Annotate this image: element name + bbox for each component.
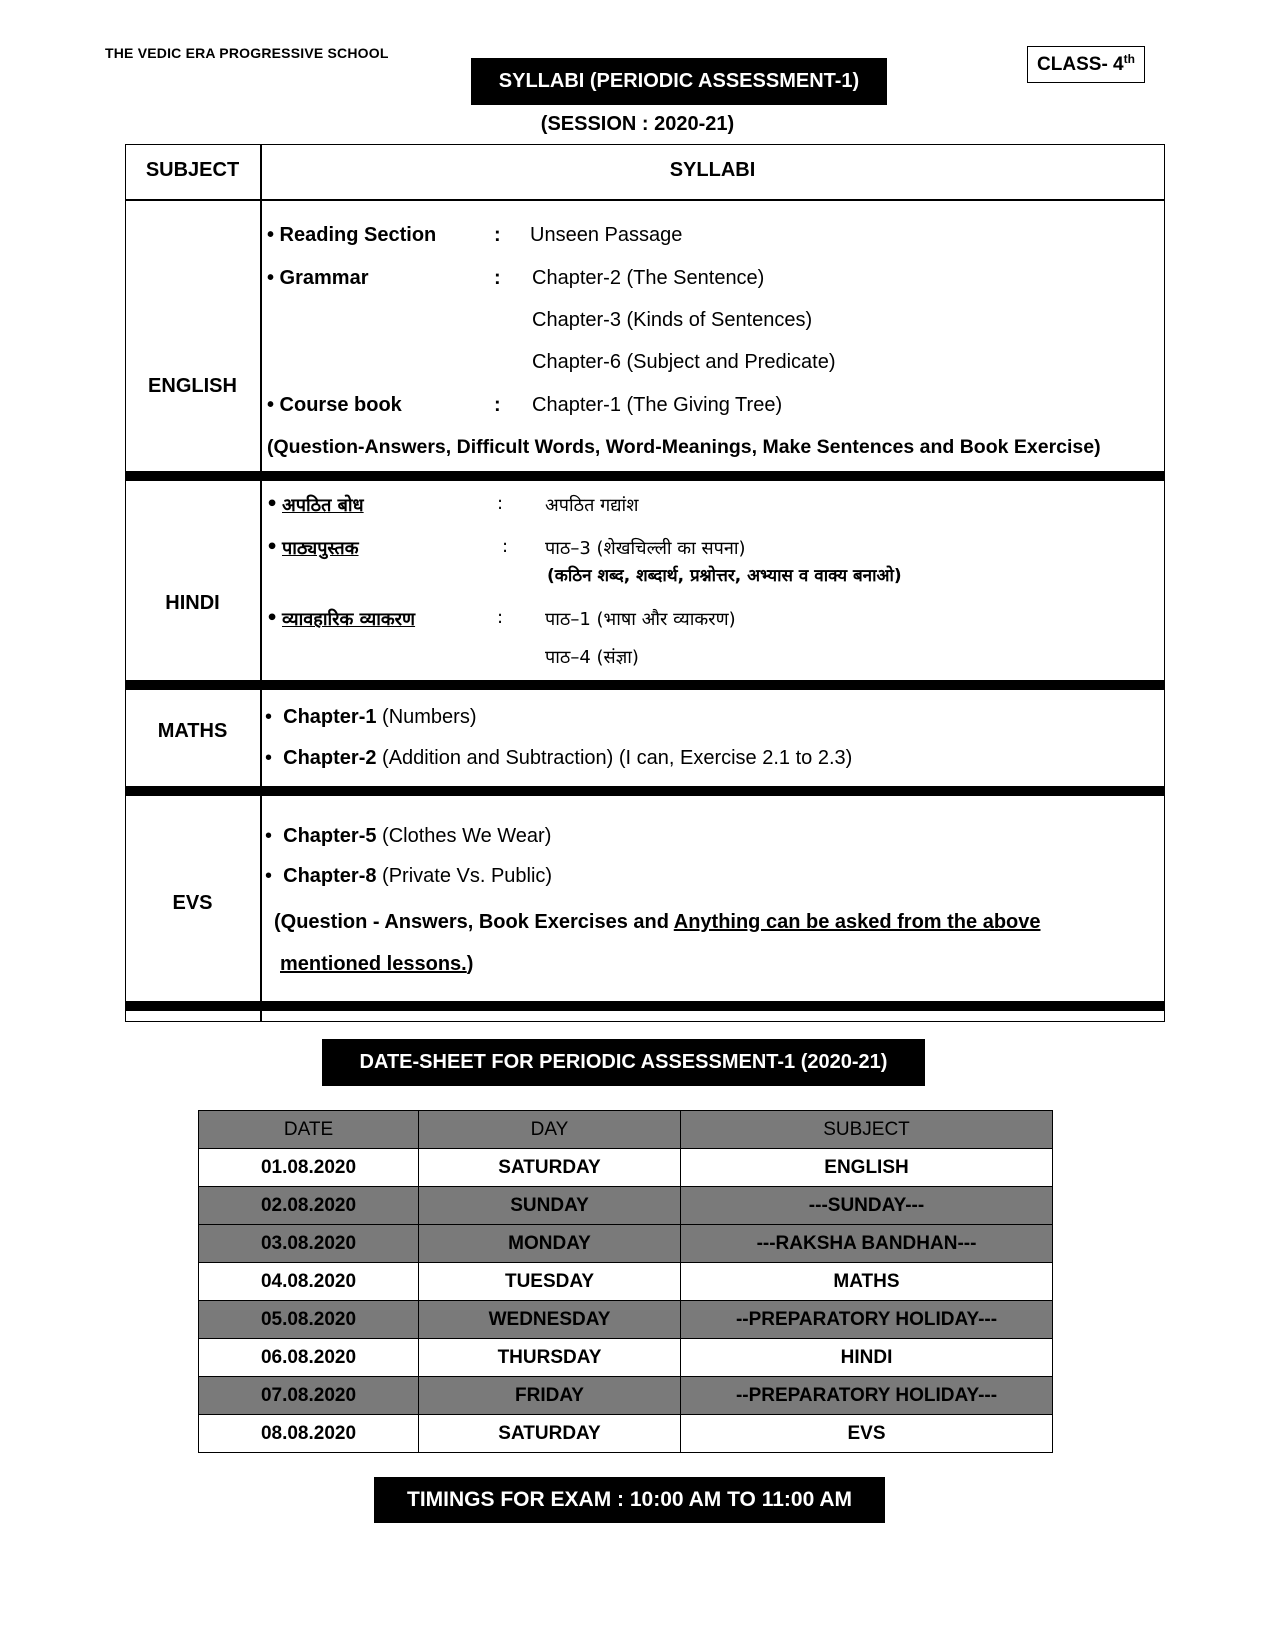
hindi-bullet: • <box>266 536 279 558</box>
maths-item: • Chapter-1 (Numbers) <box>265 706 477 728</box>
day-cell: FRIDAY <box>419 1377 681 1415</box>
grammar-label: • Grammar <box>267 267 369 289</box>
section-rule <box>125 786 1165 796</box>
hindi-item3-label: व्यावहारिक व्याकरण <box>282 609 416 630</box>
evs-chapter: Chapter-5 <box>283 825 377 847</box>
table-row <box>199 1377 1053 1415</box>
subject-cell: ---SUNDAY--- <box>681 1187 1053 1225</box>
hindi-item2-note: (कठिन शब्द, शब्दार्थ, प्रश्नोत्तर, अभ्यास व वाक्य बनाओ) <box>547 566 902 586</box>
header-date: DATE <box>199 1111 419 1149</box>
evs-note-text: (Question - Answers, Book Exercises and <box>274 911 674 933</box>
syllabi-title: SYLLABI (PERIODIC ASSESSMENT-1) <box>471 58 887 105</box>
grammar-value: Chapter-6 (Subject and Predicate) <box>532 351 836 373</box>
table-header-row <box>199 1111 1053 1149</box>
hindi-item2-label: पाठ्यपुस्तक <box>282 538 359 559</box>
maths-item: • Chapter-2 (Addition and Subtraction) (I can, Exercise 2.1 to 2.3) <box>265 747 853 769</box>
table-row <box>199 1263 1053 1301</box>
coursebook-label: • Course book <box>267 394 402 416</box>
subject-cell: MATHS <box>681 1263 1053 1301</box>
hindi-bullet: • <box>266 607 279 629</box>
day-cell: THURSDAY <box>419 1339 681 1377</box>
class-label <box>1027 46 1145 83</box>
date-cell: 03.08.2020 <box>199 1225 419 1263</box>
session-label: (SESSION : 2020-21) <box>540 113 735 135</box>
table-row <box>199 1415 1053 1453</box>
evs-note-underlined: mentioned lessons. <box>280 953 467 975</box>
date-cell: 08.08.2020 <box>199 1415 419 1453</box>
date-cell: 07.08.2020 <box>199 1377 419 1415</box>
evs-chapter-desc: (Clothes We Wear) <box>376 825 552 847</box>
table-row <box>199 1339 1053 1377</box>
evs-note-underlined: Anything can be asked from the above <box>673 911 1041 933</box>
maths-chapter: Chapter-1 <box>283 706 377 728</box>
day-cell: SATURDAY <box>419 1149 681 1187</box>
subject-evs: EVS <box>172 892 213 914</box>
hindi-item1-value: अपठित गद्यांश <box>545 495 639 516</box>
day-cell: SUNDAY <box>419 1187 681 1225</box>
colon: : <box>497 493 504 514</box>
colon: : <box>502 536 509 557</box>
evs-item: • Chapter-8 (Private Vs. Public) <box>265 865 553 887</box>
hindi-bullet: • <box>266 493 279 515</box>
header-day: DAY <box>419 1111 681 1149</box>
day-cell: TUESDAY <box>419 1263 681 1301</box>
date-cell: 02.08.2020 <box>199 1187 419 1225</box>
colon: : <box>497 607 504 628</box>
evs-note <box>274 911 1041 934</box>
grammar-value: Chapter-2 (The Sentence) <box>532 267 765 289</box>
day-cell: WEDNESDAY <box>419 1301 681 1339</box>
class-text: CLASS- 4 <box>1037 53 1124 75</box>
colon: : <box>494 267 501 289</box>
english-note: (Question-Answers, Difficult Words, Word-Meanings, Make Sentences and Book Exercise) <box>267 436 1101 458</box>
table-row <box>199 1225 1053 1263</box>
hindi-item1-label: अपठित बोध <box>282 495 364 516</box>
evs-chapter: Chapter-8 <box>283 865 377 887</box>
day-cell: MONDAY <box>419 1225 681 1263</box>
class-superscript: th <box>1123 51 1135 66</box>
hindi-item3-value: पाठ–1 (भाषा और व्याकरण) <box>545 609 736 630</box>
reading-label: • Reading Section <box>267 224 437 246</box>
school-name: THE VEDIC ERA PROGRESSIVE SCHOOL <box>105 45 389 61</box>
colon: : <box>494 394 501 416</box>
subject-cell: --PREPARATORY HOLIDAY--- <box>681 1301 1053 1339</box>
header-rule <box>125 199 1165 201</box>
column-header-syllabi: SYLLABI <box>669 159 756 181</box>
day-cell: SATURDAY <box>419 1415 681 1453</box>
date-cell: 01.08.2020 <box>199 1149 419 1187</box>
grammar-value: Chapter-3 (Kinds of Sentences) <box>532 309 813 331</box>
evs-note-end: ) <box>466 953 474 975</box>
column-header-subject: SUBJECT <box>145 159 240 181</box>
section-rule <box>125 471 1165 481</box>
subject-maths: MATHS <box>157 720 228 742</box>
table-divider <box>260 144 262 1022</box>
section-rule <box>125 1001 1165 1011</box>
subject-hindi: HINDI <box>165 592 220 614</box>
maths-chapter-desc: (Addition and Subtraction) (I can, Exercise 2.1 to 2.3) <box>376 747 853 769</box>
date-cell: 05.08.2020 <box>199 1301 419 1339</box>
subject-cell: --PREPARATORY HOLIDAY--- <box>681 1377 1053 1415</box>
section-rule <box>125 680 1165 690</box>
maths-chapter-desc: (Numbers) <box>376 706 477 728</box>
subject-cell: EVS <box>681 1415 1053 1453</box>
coursebook-value: Chapter-1 (The Giving Tree) <box>532 394 783 416</box>
evs-item: • Chapter-5 (Clothes We Wear) <box>265 825 552 847</box>
subject-cell: ENGLISH <box>681 1149 1053 1187</box>
maths-chapter: Chapter-2 <box>283 747 377 769</box>
hindi-item3-value: पाठ–4 (संज्ञा) <box>545 647 639 668</box>
table-row <box>199 1187 1053 1225</box>
header-subject: SUBJECT <box>681 1111 1053 1149</box>
evs-chapter-desc: (Private Vs. Public) <box>376 865 553 887</box>
exam-timings: TIMINGS FOR EXAM : 10:00 AM TO 11:00 AM <box>374 1477 885 1523</box>
date-cell: 04.08.2020 <box>199 1263 419 1301</box>
subject-cell: ---RAKSHA BANDHAN--- <box>681 1225 1053 1263</box>
hindi-item2-value: पाठ–3 (शेखचिल्ली का सपना) <box>545 538 746 559</box>
subject-cell: HINDI <box>681 1339 1053 1377</box>
table-row <box>199 1301 1053 1339</box>
table-row <box>199 1149 1053 1187</box>
evs-note-cont <box>280 953 473 976</box>
reading-value: Unseen Passage <box>530 224 683 246</box>
subject-english: ENGLISH <box>148 375 237 397</box>
colon: : <box>494 224 501 246</box>
datesheet-table <box>198 1110 1053 1453</box>
date-cell: 06.08.2020 <box>199 1339 419 1377</box>
datesheet-title: DATE-SHEET FOR PERIODIC ASSESSMENT-1 (2020-21) <box>322 1039 925 1086</box>
